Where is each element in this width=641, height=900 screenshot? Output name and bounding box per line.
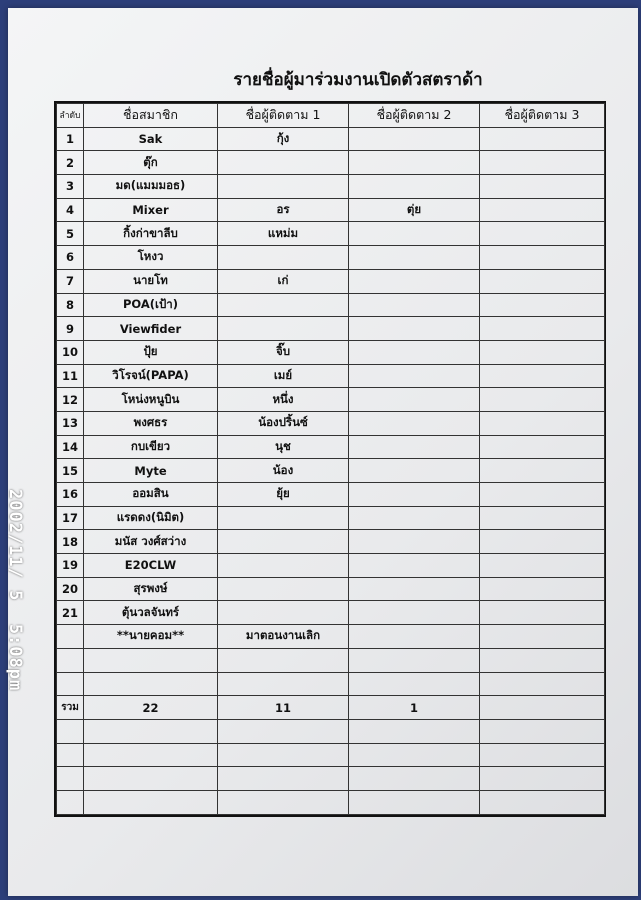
cell-member: พงศธร bbox=[84, 411, 218, 435]
cell-member: Viewfider bbox=[84, 317, 218, 341]
cell-follower-3 bbox=[480, 530, 605, 554]
cell-follower-3 bbox=[480, 388, 605, 412]
cell-follower-3 bbox=[480, 483, 605, 507]
cell-follower-3 bbox=[480, 601, 605, 625]
cell-member: กบเขียว bbox=[84, 435, 218, 459]
table-row bbox=[57, 317, 605, 341]
table-row bbox=[57, 293, 605, 317]
table-row bbox=[57, 601, 605, 625]
cell-follower-1: อร bbox=[218, 198, 349, 222]
cell-follower-1 bbox=[218, 246, 349, 270]
cell-member: Myte bbox=[84, 459, 218, 483]
table-row bbox=[57, 435, 605, 459]
cell-follower-2 bbox=[349, 222, 480, 246]
cell-index: 5 bbox=[57, 222, 84, 246]
cell-follower-1 bbox=[218, 790, 349, 814]
table-row bbox=[57, 483, 605, 507]
cell-follower-2 bbox=[349, 719, 480, 743]
table-body bbox=[57, 127, 605, 814]
table-row bbox=[57, 554, 605, 578]
cell-member bbox=[84, 790, 218, 814]
cell-member: สุรพงษ์ bbox=[84, 577, 218, 601]
cell-follower-1: น้องปริ้นซ์ bbox=[218, 411, 349, 435]
cell-follower-3 bbox=[480, 719, 605, 743]
cell-member: นายโท bbox=[84, 269, 218, 293]
cell-index bbox=[57, 648, 84, 672]
cell-follower-2 bbox=[349, 388, 480, 412]
cell-index: 9 bbox=[57, 317, 84, 341]
cell-index: 2 bbox=[57, 151, 84, 175]
table-row bbox=[57, 246, 605, 270]
cell-follower-2 bbox=[349, 625, 480, 649]
cell-follower-2 bbox=[349, 411, 480, 435]
cell-follower-1: จิ๊บ bbox=[218, 340, 349, 364]
cell-follower-2 bbox=[349, 293, 480, 317]
cell-follower-3 bbox=[480, 743, 605, 767]
table-row bbox=[57, 459, 605, 483]
cell-member: แรดดง(นิมิต) bbox=[84, 506, 218, 530]
cell-member: มนัส วงศ์สว่าง bbox=[84, 530, 218, 554]
cell-follower-2 bbox=[349, 790, 480, 814]
cell-follower-2 bbox=[349, 175, 480, 199]
cell-follower-3 bbox=[480, 269, 605, 293]
cell-follower-1: ยุ้ย bbox=[218, 483, 349, 507]
cell-follower-2: 1 bbox=[349, 696, 480, 720]
cell-follower-3 bbox=[480, 696, 605, 720]
cell-follower-2 bbox=[349, 483, 480, 507]
cell-member bbox=[84, 767, 218, 791]
cell-member: **นายคอม** bbox=[84, 625, 218, 649]
table-row bbox=[57, 151, 605, 175]
document-title: รายชื่อผู้มาร่วมงานเปิดตัวสตราด้า bbox=[233, 70, 483, 90]
cell-index bbox=[57, 743, 84, 767]
cell-follower-3 bbox=[480, 127, 605, 151]
table-row bbox=[57, 364, 605, 388]
cell-index: 18 bbox=[57, 530, 84, 554]
cell-follower-1 bbox=[218, 601, 349, 625]
cell-follower-2 bbox=[349, 767, 480, 791]
cell-follower-3 bbox=[480, 577, 605, 601]
cell-member bbox=[84, 743, 218, 767]
cell-follower-2 bbox=[349, 340, 480, 364]
cell-follower-2 bbox=[349, 648, 480, 672]
cell-index: 21 bbox=[57, 601, 84, 625]
cell-follower-2 bbox=[349, 317, 480, 341]
attendee-table-frame bbox=[54, 101, 606, 817]
table-row bbox=[57, 577, 605, 601]
cell-follower-2 bbox=[349, 577, 480, 601]
cell-follower-3 bbox=[480, 625, 605, 649]
cell-member: ออมสิน bbox=[84, 483, 218, 507]
cell-follower-3 bbox=[480, 246, 605, 270]
cell-index: 6 bbox=[57, 246, 84, 270]
cell-follower-3 bbox=[480, 411, 605, 435]
cell-follower-1: 11 bbox=[218, 696, 349, 720]
header-index: ลำดับ bbox=[57, 104, 84, 128]
table-row bbox=[57, 530, 605, 554]
table-row bbox=[57, 625, 605, 649]
cell-follower-3 bbox=[480, 222, 605, 246]
table-row bbox=[57, 648, 605, 672]
cell-member: โหงว bbox=[84, 246, 218, 270]
cell-follower-1 bbox=[218, 719, 349, 743]
cell-follower-2: ตุ่ย bbox=[349, 198, 480, 222]
cell-follower-1 bbox=[218, 506, 349, 530]
cell-follower-1: เก่ bbox=[218, 269, 349, 293]
cell-follower-1 bbox=[218, 648, 349, 672]
cell-follower-2 bbox=[349, 246, 480, 270]
cell-follower-3 bbox=[480, 767, 605, 791]
table-row bbox=[57, 340, 605, 364]
cell-follower-1 bbox=[218, 151, 349, 175]
cell-follower-3 bbox=[480, 175, 605, 199]
cell-index bbox=[57, 719, 84, 743]
cell-index: 7 bbox=[57, 269, 84, 293]
table-row bbox=[57, 767, 605, 791]
table-row bbox=[57, 696, 605, 720]
cell-follower-3 bbox=[480, 672, 605, 696]
cell-follower-3 bbox=[480, 506, 605, 530]
cell-follower-1: นุช bbox=[218, 435, 349, 459]
cell-follower-1 bbox=[218, 175, 349, 199]
cell-follower-2 bbox=[349, 151, 480, 175]
cell-follower-2 bbox=[349, 506, 480, 530]
cell-follower-2 bbox=[349, 554, 480, 578]
table-row bbox=[57, 506, 605, 530]
cell-index: 15 bbox=[57, 459, 84, 483]
cell-index: 13 bbox=[57, 411, 84, 435]
cell-follower-2 bbox=[349, 459, 480, 483]
cell-index: รวม bbox=[57, 696, 84, 720]
table-row bbox=[57, 388, 605, 412]
cell-index: 1 bbox=[57, 127, 84, 151]
photo-timestamp: 2002/11/ 5 5:08pm bbox=[5, 489, 25, 692]
cell-index: 4 bbox=[57, 198, 84, 222]
cell-follower-2 bbox=[349, 364, 480, 388]
cell-member bbox=[84, 672, 218, 696]
cell-member: วิโรจน์(PAPA) bbox=[84, 364, 218, 388]
cell-follower-1 bbox=[218, 743, 349, 767]
cell-member bbox=[84, 719, 218, 743]
attendee-table bbox=[56, 103, 605, 815]
cell-index: 17 bbox=[57, 506, 84, 530]
cell-follower-3 bbox=[480, 364, 605, 388]
paper-sheet bbox=[8, 8, 638, 896]
cell-follower-3 bbox=[480, 198, 605, 222]
cell-index: 11 bbox=[57, 364, 84, 388]
cell-member: ปุ้ย bbox=[84, 340, 218, 364]
cell-follower-1 bbox=[218, 767, 349, 791]
cell-index bbox=[57, 767, 84, 791]
cell-index bbox=[57, 790, 84, 814]
cell-follower-1: หนึ่ง bbox=[218, 388, 349, 412]
cell-follower-2 bbox=[349, 672, 480, 696]
cell-follower-2 bbox=[349, 743, 480, 767]
cell-member: POA(เป้า) bbox=[84, 293, 218, 317]
table-row bbox=[57, 672, 605, 696]
cell-index: 20 bbox=[57, 577, 84, 601]
cell-member: E20CLW bbox=[84, 554, 218, 578]
cell-index: 19 bbox=[57, 554, 84, 578]
cell-index: 3 bbox=[57, 175, 84, 199]
cell-follower-2 bbox=[349, 530, 480, 554]
header-follower-1: ชื่อผู้ติดตาม 1 bbox=[218, 104, 349, 128]
cell-follower-1: แหม่ม bbox=[218, 222, 349, 246]
cell-follower-1: กุ้ง bbox=[218, 127, 349, 151]
cell-index bbox=[57, 625, 84, 649]
cell-follower-1: เมย์ bbox=[218, 364, 349, 388]
cell-follower-3 bbox=[480, 340, 605, 364]
cell-index: 14 bbox=[57, 435, 84, 459]
cell-follower-1 bbox=[218, 317, 349, 341]
table-header-row bbox=[57, 104, 605, 128]
table-row bbox=[57, 198, 605, 222]
cell-follower-2 bbox=[349, 601, 480, 625]
cell-member: ตุ้นวลจันทร์ bbox=[84, 601, 218, 625]
cell-index bbox=[57, 672, 84, 696]
cell-follower-3 bbox=[480, 790, 605, 814]
cell-member: Mixer bbox=[84, 198, 218, 222]
cell-member: 22 bbox=[84, 696, 218, 720]
cell-follower-1 bbox=[218, 554, 349, 578]
cell-index: 16 bbox=[57, 483, 84, 507]
table-row bbox=[57, 269, 605, 293]
table-row bbox=[57, 222, 605, 246]
cell-member: โหน่งหนูบิน bbox=[84, 388, 218, 412]
cell-follower-1 bbox=[218, 293, 349, 317]
cell-follower-3 bbox=[480, 293, 605, 317]
cell-member: กิ้งก่าขาลีบ bbox=[84, 222, 218, 246]
table-row bbox=[57, 743, 605, 767]
cell-follower-2 bbox=[349, 127, 480, 151]
cell-follower-2 bbox=[349, 269, 480, 293]
cell-index: 12 bbox=[57, 388, 84, 412]
header-follower-3: ชื่อผู้ติดตาม 3 bbox=[480, 104, 605, 128]
cell-follower-3 bbox=[480, 317, 605, 341]
cell-follower-3 bbox=[480, 151, 605, 175]
cell-follower-3 bbox=[480, 435, 605, 459]
table-row bbox=[57, 127, 605, 151]
cell-follower-3 bbox=[480, 648, 605, 672]
cell-follower-1 bbox=[218, 530, 349, 554]
cell-index: 8 bbox=[57, 293, 84, 317]
cell-member: มด(แมมมอธ) bbox=[84, 175, 218, 199]
table-row bbox=[57, 719, 605, 743]
cell-index: 10 bbox=[57, 340, 84, 364]
cell-follower-1: น้อง bbox=[218, 459, 349, 483]
table-row bbox=[57, 175, 605, 199]
table-row bbox=[57, 411, 605, 435]
cell-follower-3 bbox=[480, 554, 605, 578]
cell-member bbox=[84, 648, 218, 672]
table-row bbox=[57, 790, 605, 814]
cell-follower-1 bbox=[218, 577, 349, 601]
cell-follower-1 bbox=[218, 672, 349, 696]
cell-member: Sak bbox=[84, 127, 218, 151]
cell-follower-1: มาตอนงานเลิก bbox=[218, 625, 349, 649]
cell-member: ตุ๊ก bbox=[84, 151, 218, 175]
cell-follower-3 bbox=[480, 459, 605, 483]
cell-follower-2 bbox=[349, 435, 480, 459]
header-follower-2: ชื่อผู้ติดตาม 2 bbox=[349, 104, 480, 128]
header-member: ชื่อสมาชิก bbox=[84, 104, 218, 128]
